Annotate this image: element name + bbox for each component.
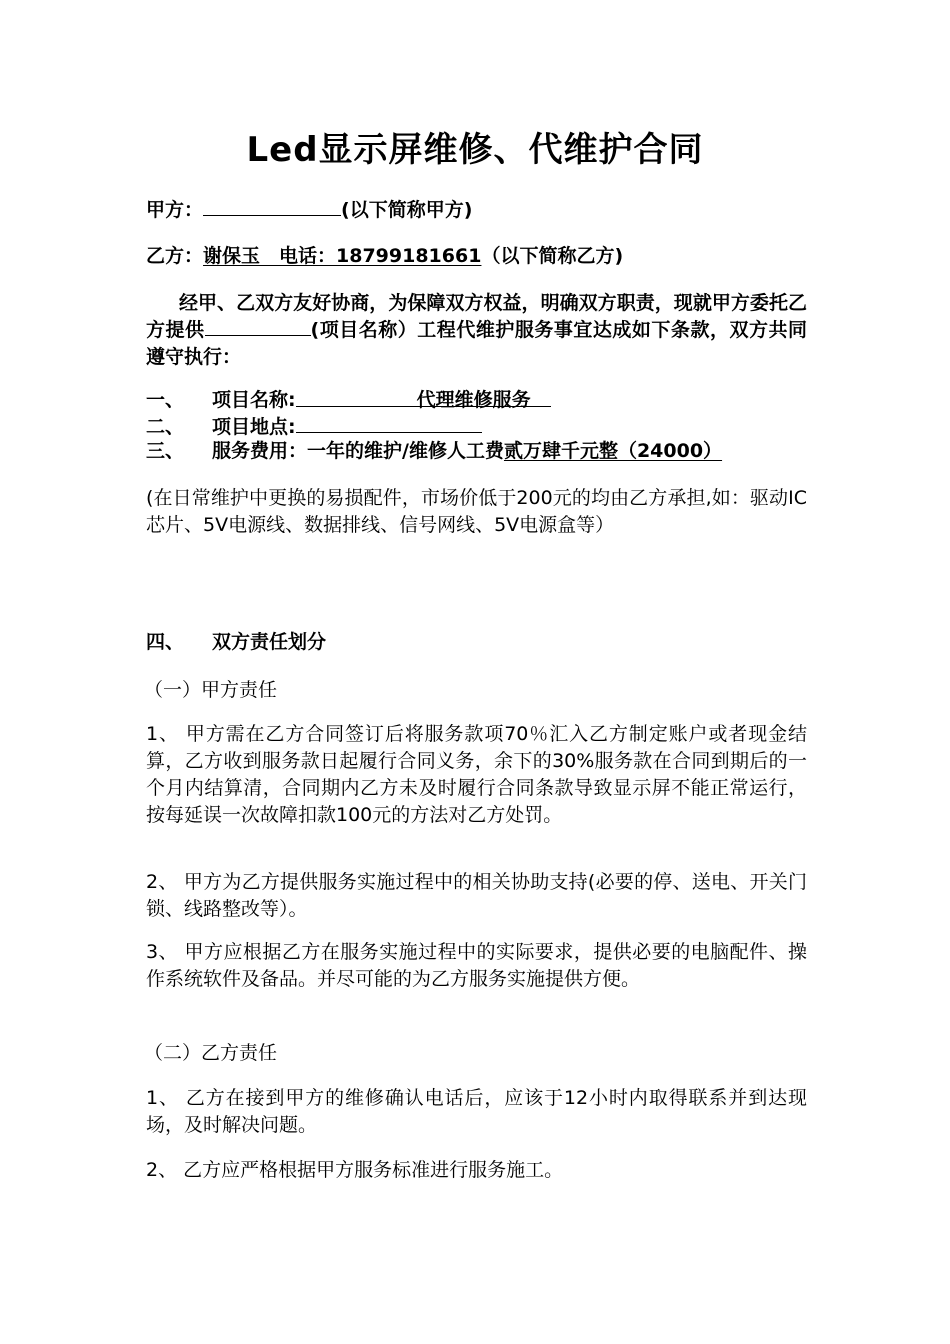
item-value: 贰万肆千元整（24000）	[503, 440, 723, 462]
intro-paragraph	[146, 290, 807, 371]
item-project-name	[146, 388, 551, 412]
party-b-resp-item: 1、 乙方在接到甲方的维修确认电话后，应该于12小时内取得联系并到达现场，及时解决问题。	[146, 1087, 807, 1136]
party-a-resp-item: 1、 甲方需在乙方合同签订后将服务款项70％汇入乙方制定账户或者现金结算，乙方收到服务款日起履行合同义务，余下的30%服务款在合同到期后的一个月内结算清，合同期内乙方未及时履行合同条款导致显示屏不能正常运行，按每延误一次故障扣款100元的方法对乙方处罚。	[146, 723, 807, 826]
party-a-resp-heading: （一）甲方责任	[144, 679, 278, 701]
intro-part1: 经甲、乙双方友好协商，为保障双方权益，明确双方职责，现就甲方委托乙方提供	[146, 292, 807, 341]
party-b-resp-item: 2、 乙方应严格根据甲方服务标准进行服务施工。	[146, 1159, 564, 1181]
item-value-blank	[296, 414, 482, 433]
party-a-suffix: (以下简称甲方)	[341, 199, 473, 221]
intro-part2: (项目名称）工程代维护服务事宜达成如下条款，双方共同遵守执行：	[146, 319, 807, 368]
party-b-label: 乙方：	[146, 245, 204, 267]
document-title: Led显示屏维修、代维护合同	[246, 130, 704, 170]
party-a-label: 甲方：	[146, 199, 204, 221]
section-number: 四、	[146, 631, 185, 653]
consumables-note: (在日常维护中更换的易损配件，市场价低于200元的均由乙方承担,如：驱动IC芯片、5V电源线、数据排线、信号网线、5V电源盒等）	[146, 487, 807, 536]
item-service-fee	[146, 439, 722, 463]
party-a-blank	[203, 197, 341, 216]
section-4-heading	[146, 630, 326, 654]
item-value: 代理维修服务	[416, 389, 531, 411]
item-label: 服务费用：一年的维护/维修人工费	[212, 440, 504, 462]
project-name-blank	[205, 317, 311, 336]
party-a-line	[146, 197, 472, 222]
party-b-line	[146, 244, 623, 268]
party-b-resp-heading: （二）乙方责任	[144, 1042, 278, 1064]
party-a-resp-item: 3、 甲方应根据乙方在服务实施过程中的实际要求，提供必要的电脑配件、操作系统软件及备品。并尽可能的为乙方服务实施提供方便。	[146, 941, 807, 990]
party-b-contact: 谢保玉 电话：18799181661	[203, 245, 482, 267]
party-b-suffix: （以下简称乙方)	[481, 245, 624, 267]
item-number: 二、	[146, 416, 185, 438]
item-value-blank	[296, 388, 551, 411]
item-label: 项目地点:	[212, 416, 296, 438]
party-a-resp-item: 2、 甲方为乙方提供服务实施过程中的相关协助支持(必要的停、送电、开关门锁、线路整改等）。	[146, 871, 807, 920]
section-label: 双方责任划分	[212, 631, 327, 653]
item-number: 一、	[146, 389, 185, 411]
item-project-location	[146, 414, 482, 439]
item-number: 三、	[146, 440, 185, 462]
item-label: 项目名称:	[212, 389, 296, 411]
